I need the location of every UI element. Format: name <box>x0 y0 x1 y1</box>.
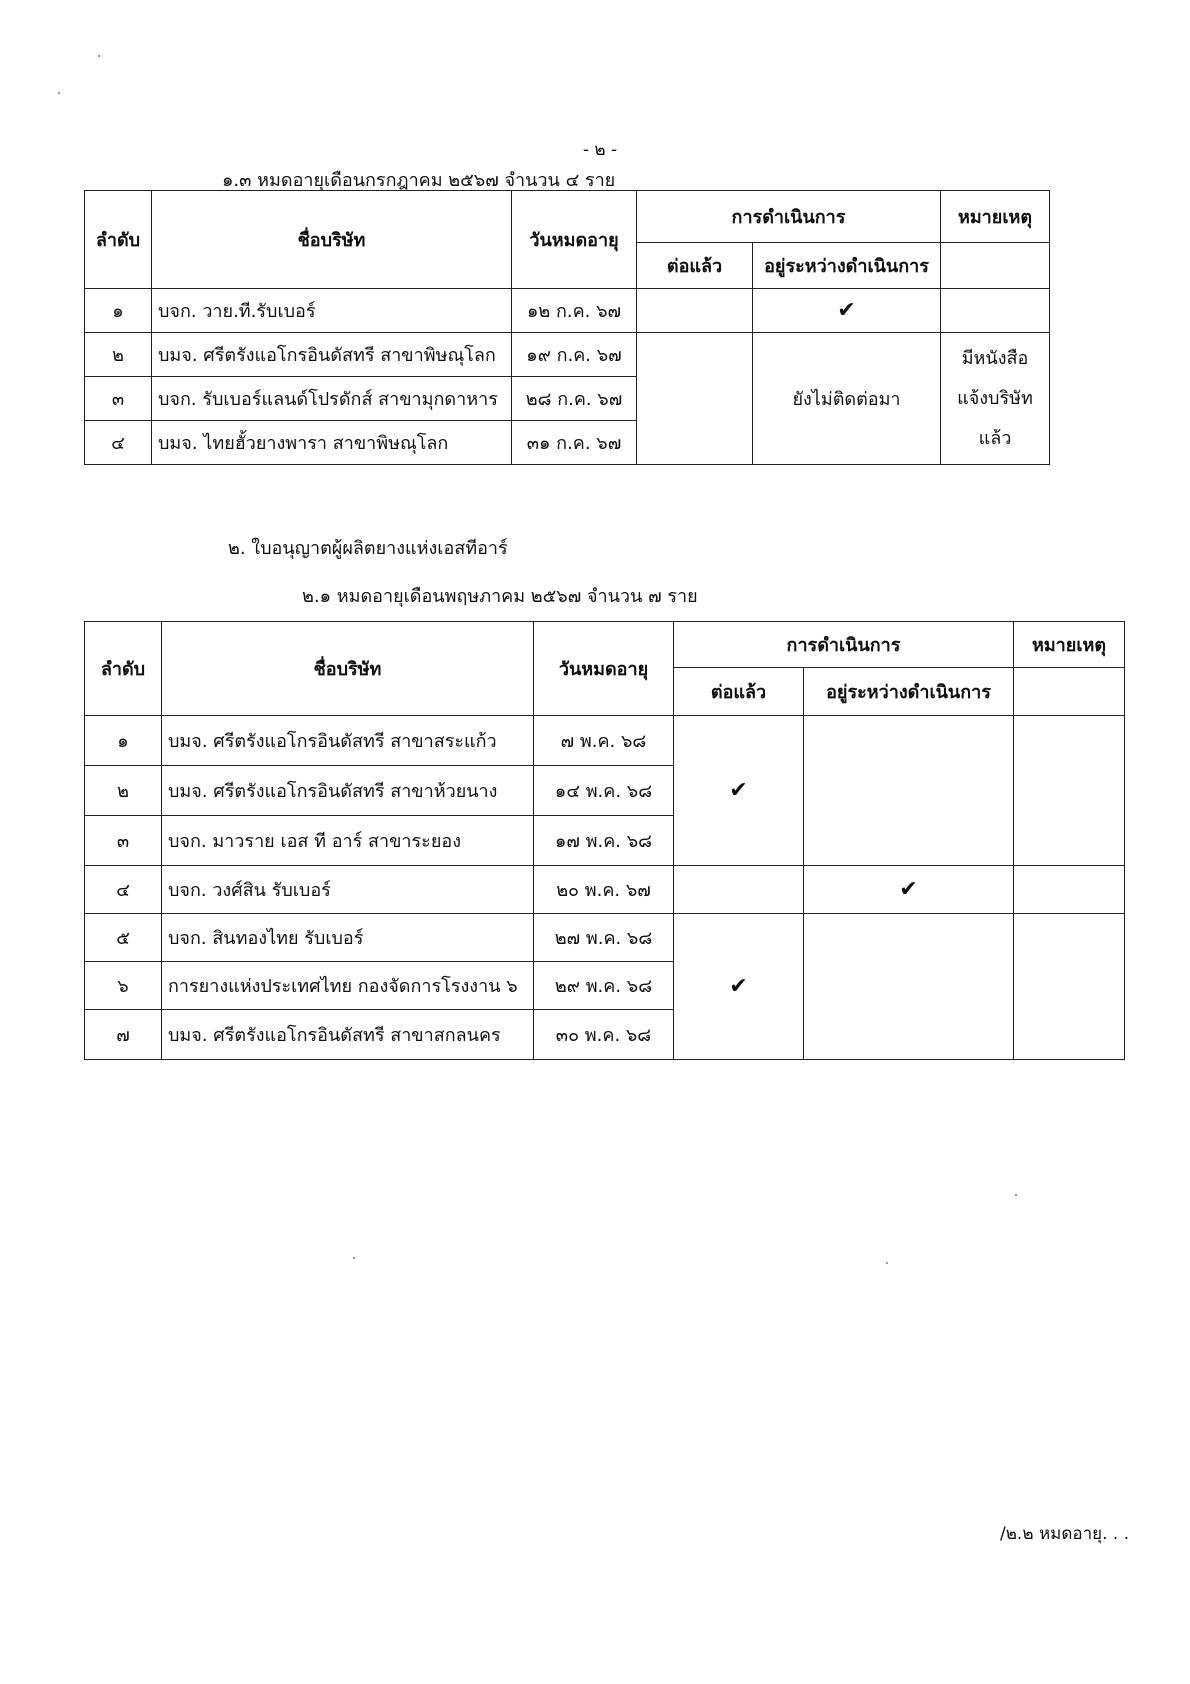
col-header-remark-empty <box>1014 668 1125 716</box>
row-no: ๕ <box>85 914 162 962</box>
row-no: ๗ <box>85 1010 162 1060</box>
page-number: - ๒ - <box>582 140 618 160</box>
section-2-heading: ๒. ใบอนุญาตผู้ผลิตยางแห่งเอสทีอาร์ <box>228 538 508 559</box>
table-row <box>85 866 1125 914</box>
col-header-renewed: ต่อแล้ว <box>674 668 804 716</box>
col-header-company: ชื่อบริษัท <box>152 191 512 289</box>
scan-speck <box>1015 1194 1017 1196</box>
scan-speck <box>353 1257 355 1259</box>
col-header-action: การดำเนินการ <box>637 191 941 243</box>
row-expiry: ๑๒ ก.ค. ๖๗ <box>512 289 637 333</box>
row-no: ๔ <box>85 866 162 914</box>
group-remark-empty <box>1014 716 1125 866</box>
row-company: บจก. มาวราย เอส ที อาร์ สาขาระยอง <box>162 816 534 866</box>
group-remark-empty <box>1014 914 1125 1060</box>
col-header-remark: หมายเหตุ <box>941 191 1050 243</box>
row-company: บมจ. ศรีตรังแอโกรอินดัสทรี สาขาพิษณุโลก <box>152 333 512 377</box>
checkmark-icon: ✔ <box>753 289 941 333</box>
continuation-footer: /๒.๒ หมดอายุ. . . <box>1000 1524 1130 1544</box>
row-company: บมจ. ไทยฮั้วยางพารา สาขาพิษณุโลก <box>152 421 512 465</box>
row-expiry: ๑๙ ก.ค. ๖๗ <box>512 333 637 377</box>
row-no: ๒ <box>85 766 162 816</box>
row-company: บมจ. ศรีตรังแอโกรอินดัสทรี สาขาสระแก้ว <box>162 716 534 766</box>
table-may-expiry <box>84 621 1125 1060</box>
table-row <box>85 289 1050 333</box>
group-renewed-empty <box>637 333 753 465</box>
row-expiry: ๒๙ พ.ค. ๖๘ <box>534 962 674 1010</box>
table-row <box>85 914 1125 962</box>
row-no: ๒ <box>85 333 152 377</box>
row-expiry: ๒๐ พ.ค. ๖๗ <box>534 866 674 914</box>
row-no: ๔ <box>85 421 152 465</box>
row-expiry: ๗ พ.ค. ๖๘ <box>534 716 674 766</box>
row-expiry: ๓๐ พ.ค. ๖๘ <box>534 1010 674 1060</box>
row-company: บจก. รับเบอร์แลนด์โปรดักส์ สาขามุกดาหาร <box>152 377 512 421</box>
checkmark-icon: ✔ <box>674 716 804 866</box>
col-header-expiry: วันหมดอายุ <box>534 622 674 716</box>
scan-speck <box>58 92 60 94</box>
row-expiry: ๓๑ ก.ค. ๖๗ <box>512 421 637 465</box>
row-renewed <box>637 289 753 333</box>
row-expiry: ๒๗ พ.ค. ๖๘ <box>534 914 674 962</box>
row-company: การยางแห่งประเทศไทย กองจัดการโรงงาน ๖ <box>162 962 534 1010</box>
col-header-no: ลำดับ <box>85 191 152 289</box>
row-expiry: ๒๘ ก.ค. ๖๗ <box>512 377 637 421</box>
col-header-expiry: วันหมดอายุ <box>512 191 637 289</box>
row-company: บจก. วาย.ที.รับเบอร์ <box>152 289 512 333</box>
col-header-renewed: ต่อแล้ว <box>637 243 753 289</box>
table-row <box>85 333 1050 377</box>
row-renewed <box>674 866 804 914</box>
remark-line: มีหนังสือ <box>961 347 1029 369</box>
scan-speck <box>98 55 100 57</box>
col-header-in-progress: อยู่ระหว่างดำเนินการ <box>804 668 1014 716</box>
row-no: ๖ <box>85 962 162 1010</box>
col-header-company: ชื่อบริษัท <box>162 622 534 716</box>
group-in-progress-empty <box>804 914 1014 1060</box>
group-remark <box>941 333 1050 465</box>
row-no: ๓ <box>85 377 152 421</box>
section-2-1-heading: ๒.๑ หมดอายุเดือนพฤษภาคม ๒๕๖๗ จำนวน ๗ ราย <box>302 586 698 607</box>
row-no: ๑ <box>85 289 152 333</box>
table-row <box>85 716 1125 766</box>
remark-line: แจ้งบริษัท <box>957 387 1033 409</box>
row-company: บจก. วงศ์สิน รับเบอร์ <box>162 866 534 914</box>
row-no: ๓ <box>85 816 162 866</box>
col-header-in-progress: อยู่ระหว่างดำเนินการ <box>753 243 941 289</box>
group-in-progress-empty <box>804 716 1014 866</box>
row-remark <box>1014 866 1125 914</box>
col-header-remark-empty <box>941 243 1050 289</box>
group-status: ยังไม่ติดต่อมา <box>753 333 941 465</box>
col-header-no: ลำดับ <box>85 622 162 716</box>
row-remark <box>941 289 1050 333</box>
scan-speck <box>886 1262 888 1264</box>
remark-line: แล้ว <box>978 427 1012 449</box>
row-expiry: ๑๔ พ.ค. ๖๘ <box>534 766 674 816</box>
row-expiry: ๑๗ พ.ค. ๖๘ <box>534 816 674 866</box>
row-company: บมจ. ศรีตรังแอโกรอินดัสทรี สาขาห้วยนาง <box>162 766 534 816</box>
col-header-remark: หมายเหตุ <box>1014 622 1125 668</box>
col-header-action: การดำเนินการ <box>674 622 1014 668</box>
checkmark-icon: ✔ <box>804 866 1014 914</box>
section-1-3-heading: ๑.๓ หมดอายุเดือนกรกฎาคม ๒๕๖๗ จำนวน ๔ ราย <box>222 170 616 191</box>
row-no: ๑ <box>85 716 162 766</box>
table-july-expiry <box>84 190 1050 465</box>
row-company: บมจ. ศรีตรังแอโกรอินดัสทรี สาขาสกลนคร <box>162 1010 534 1060</box>
row-company: บจก. สินทองไทย รับเบอร์ <box>162 914 534 962</box>
checkmark-icon: ✔ <box>674 914 804 1060</box>
